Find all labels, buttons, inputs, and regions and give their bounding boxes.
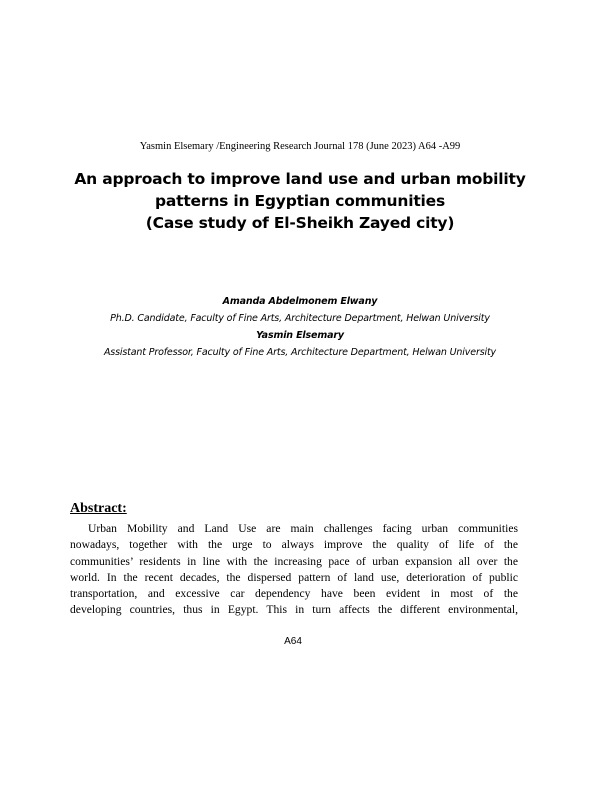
abstract-body bbox=[70, 521, 518, 619]
abstract-line: Urban Mobility and Land Use are main challenges facing urban communities bbox=[88, 522, 518, 535]
abstract-line: world. In the recent decades, the dispersed pattern of land use, deterioration of public bbox=[70, 570, 518, 584]
abstract-line: transportation, and excessive car dependency have been evident in most of the bbox=[70, 587, 518, 601]
paper-title bbox=[0, 168, 600, 234]
title-line: An approach to improve land use and urban mobility bbox=[74, 170, 526, 188]
abstract-line: nowadays, together with the urge to always improve the quality of life of the bbox=[70, 538, 518, 552]
abstract-heading: Abstract: bbox=[70, 501, 127, 516]
running-header: Yasmin Elsemary /Engineering Research Journal 178 (June 2023) A64 -A99 bbox=[139, 141, 461, 152]
page-number: A64 bbox=[284, 636, 302, 647]
author-affiliation: Assistant Professor, Faculty of Fine Arts, Architecture Department, Helwan University bbox=[103, 347, 497, 358]
abstract-line: communities’ residents in line with the increasing pace of urban expansion all over the bbox=[70, 554, 518, 568]
author-block bbox=[0, 293, 600, 361]
author-name: Amanda Abdelmonem Elwany bbox=[222, 296, 378, 307]
title-line: (Case study of El-Sheikh Zayed city) bbox=[145, 214, 455, 232]
author-affiliation: Ph.D. Candidate, Faculty of Fine Arts, Architecture Department, Helwan University bbox=[110, 313, 490, 324]
title-line: patterns in Egyptian communities bbox=[154, 192, 445, 210]
abstract-line: developing countries, thus in Egypt. This in turn affects the different environmental, bbox=[70, 603, 518, 617]
author-name: Yasmin Elsemary bbox=[256, 330, 344, 341]
